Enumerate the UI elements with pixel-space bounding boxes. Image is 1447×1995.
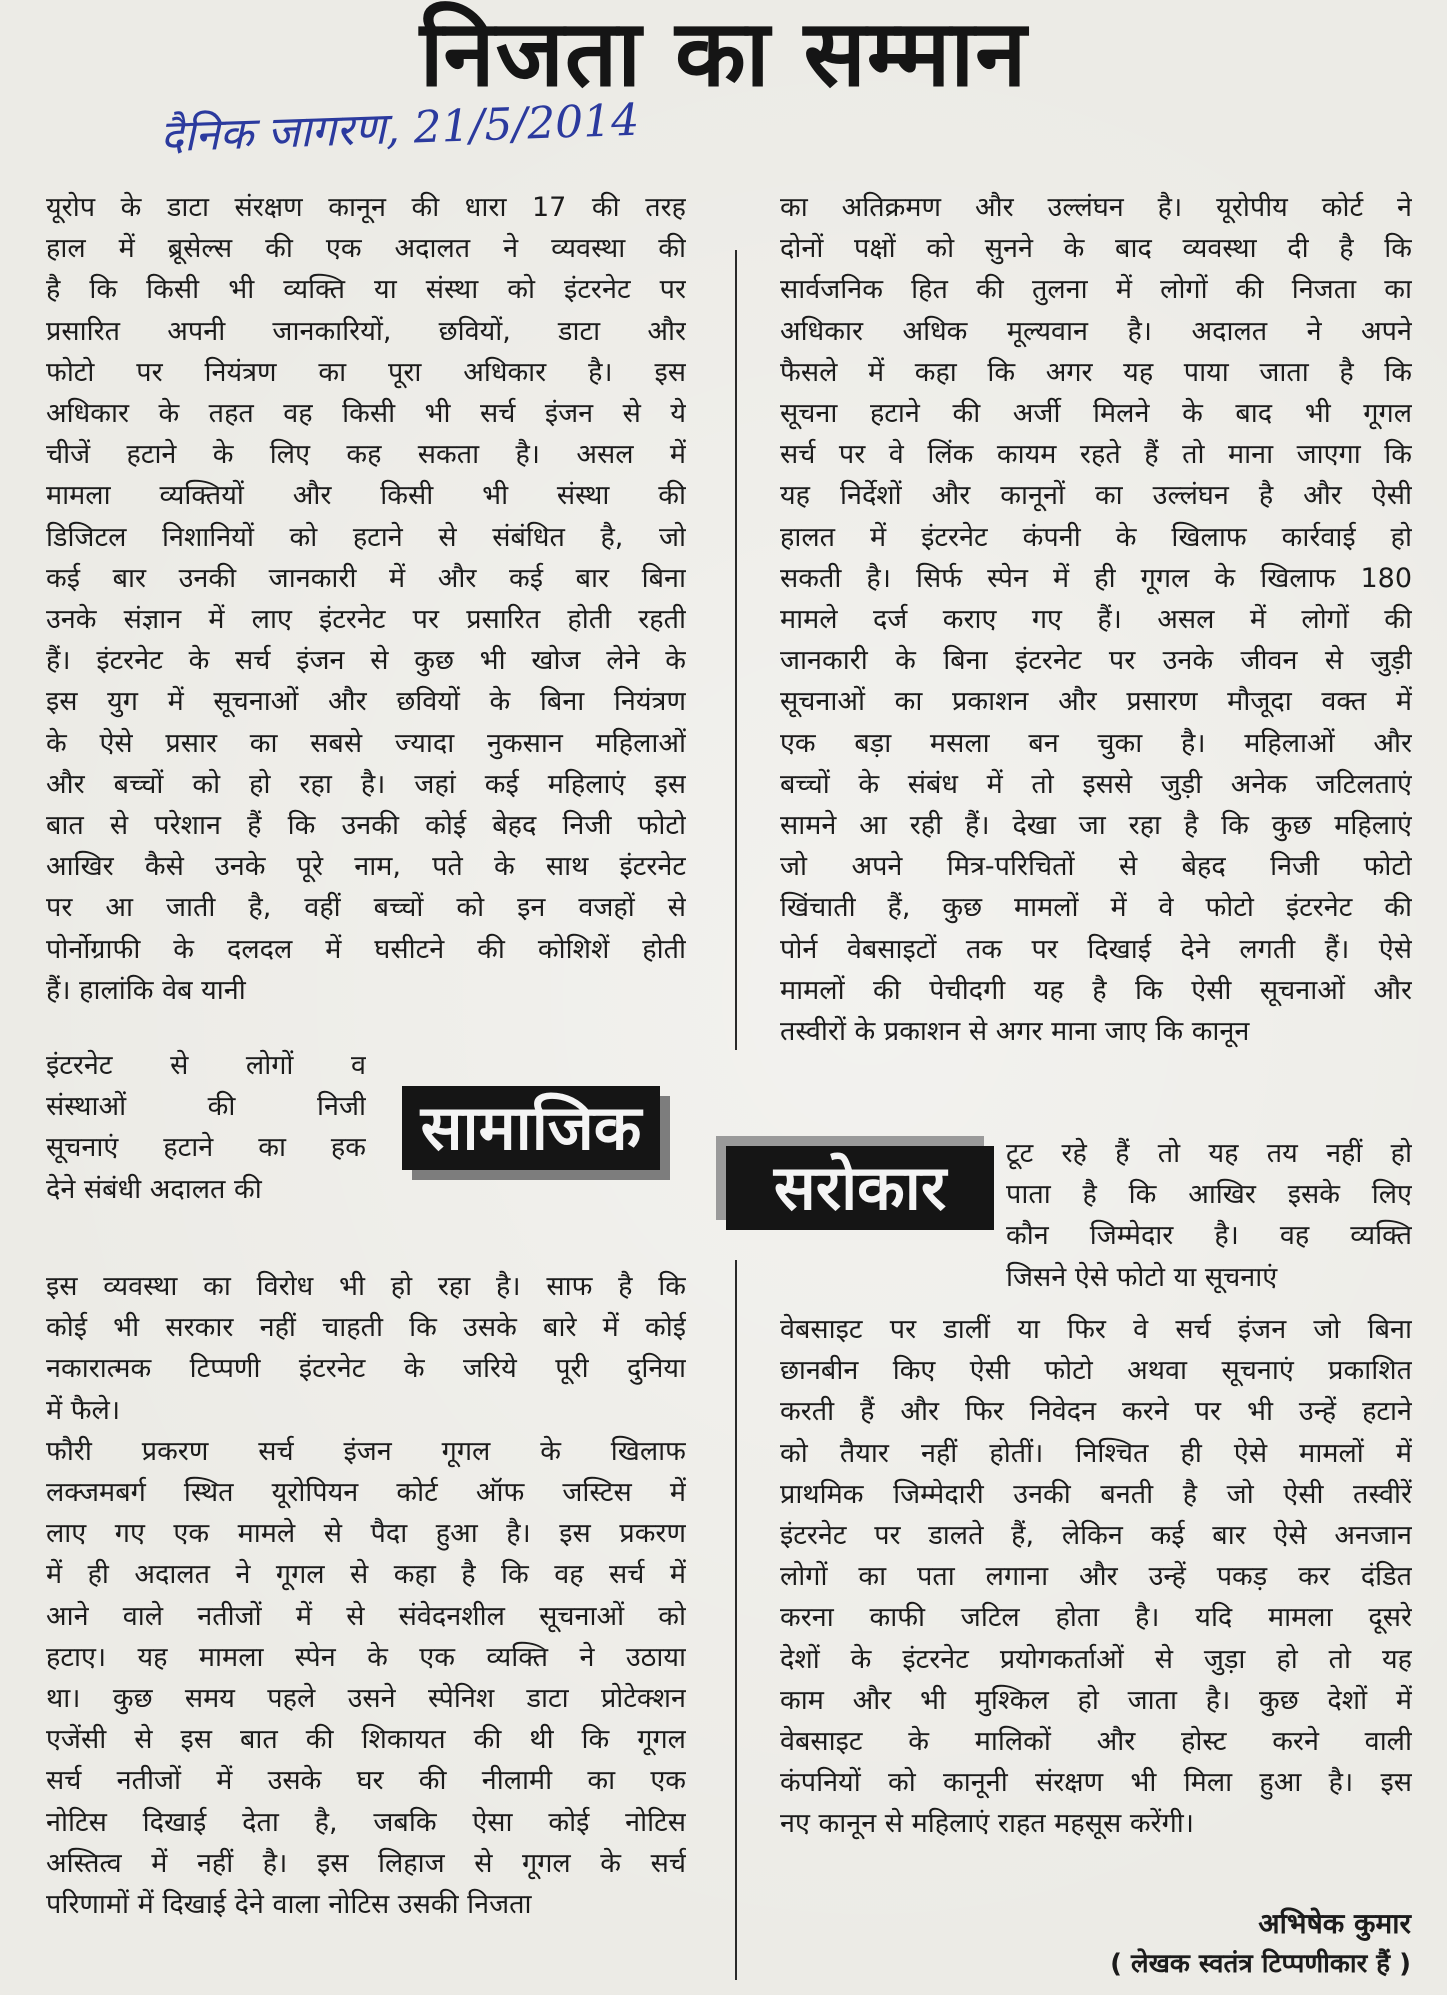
column-right-bottom (780, 1309, 1412, 1845)
text-line: सर्च नतीजों में उसके घर की नीलामी का एक (46, 1765, 686, 1797)
text-line: बच्चों के संबंध में तो इससे जुड़ी अनेक जटिलताएं (780, 768, 1412, 800)
text-line: तस्वीरों के प्रकाशन से अगर माना जाए कि कानून (780, 1016, 1250, 1048)
column-left-top (46, 187, 686, 1011)
text-line: यूरोप के डाटा संरक्षण कानून की धारा 17 की तरह (46, 192, 686, 223)
text-line: हैं। हालांकि वेब यानी (46, 974, 246, 1006)
text-line: कौन जिम्मेदार है। वह व्यक्ति (1006, 1220, 1412, 1252)
text-line: सूचनाएं हटाने का हक (46, 1132, 366, 1164)
text-line: डिजिटल निशानियों को हटाने से संबंधित है, जो (46, 521, 686, 553)
column-divider-top (735, 250, 737, 1050)
text-line: छानबीन किए ऐसी फोटो अथवा सूचनाएं प्रकाशित (780, 1355, 1412, 1387)
text-line: संस्थाओं की निजी (46, 1091, 366, 1123)
text-line: काम और भी मुश्किल हो जाता है। कुछ देशों में (780, 1684, 1412, 1716)
author-note: ( लेखक स्वतंत्र टिप्पणीकार हैं ) (1110, 1949, 1411, 1979)
text-line: पोर्न वेबसाइटों तक पर दिखाई देने लगती हैं। ऐसे (780, 933, 1412, 965)
text-line: एजेंसी से इस बात की शिकायत की थी कि गूगल (46, 1724, 686, 1756)
text-line: फोटो पर नियंत्रण का पूरा अधिकार है। इस (46, 356, 686, 388)
column-right-mid (1006, 1133, 1412, 1298)
text-line: में फैले। (46, 1394, 121, 1426)
text-line: सूचना हटाने की अर्जी मिलने के बाद भी गूगल (780, 398, 1412, 430)
text-line: सर्च पर वे लिंक कायम रहते हैं तो माना जाएगा कि (780, 439, 1412, 471)
text-line: यह निर्देशों और कानूनों का उल्लंघन है और ऐसी (780, 480, 1412, 512)
text-line: सूचनाओं का प्रकाशन और प्रसारण मौजूदा वक्त में (780, 686, 1412, 718)
text-line: आखिर कैसे उनके पूरे नाम, पते के साथ इंटरनेट (46, 851, 686, 883)
text-line: खिंचाती हैं, कुछ मामलों में वे फोटो इंटरनेट की (780, 892, 1412, 924)
text-line: मामलों की पेचीदगी यह है कि ऐसी सूचनाओं और (780, 974, 1412, 1006)
text-line: हालत में इंटरनेट कंपनी के खिलाफ कार्रवाई हो (780, 521, 1412, 553)
text-line: प्रसारित अपनी जानकारियों, छवियों, डाटा और (46, 315, 686, 347)
text-line: लाए गए एक मामले से पैदा हुआ है। इस प्रकरण (46, 1518, 686, 1550)
text-line: नए कानून से महिलाएं राहत महसूस करेंगी। (780, 1808, 1195, 1840)
column-left-bottom (46, 1266, 686, 1925)
text-line: करना काफी जटिल होता है। यदि मामला दूसरे (780, 1602, 1412, 1634)
text-line: अधिकार अधिक मूल्यवान है। अदालत ने अपने (780, 315, 1412, 347)
text-line: लोगों का पता लगाना और उन्हें पकड़ कर दंडित (780, 1561, 1412, 1593)
text-line: परिणामों में दिखाई देने वाला नोटिस उसकी निजता (46, 1889, 532, 1921)
text-line: जो अपने मित्र-परिचितों से बेहद निजी फोटो (780, 851, 1412, 883)
text-line: चीजें हटाने के लिए कह सकता है। असल में (46, 439, 686, 471)
text-line: फैसले में कहा कि अगर यह पाया जाता है कि (780, 356, 1412, 388)
text-line: वेबसाइट पर डालीं या फिर वे सर्च इंजन जो बिना (780, 1314, 1412, 1345)
headline: निजता का सम्मान (419, 0, 1028, 107)
text-line: लक्जमबर्ग स्थित यूरोपियन कोर्ट ऑफ जस्टिस में (46, 1477, 686, 1509)
text-line: वेबसाइट के मालिकों और होस्ट करने वाली (780, 1726, 1412, 1758)
text-line: नकारात्मक टिप्पणी इंटरनेट के जरिये पूरी दुनिया (46, 1353, 686, 1385)
text-line: करती हैं और फिर निवेदन करने पर भी उन्हें हटाने (780, 1396, 1412, 1428)
text-line: इंटरनेट पर डालते हैं, लेकिन कई बार ऐसे अनजान (780, 1520, 1412, 1552)
text-line: कई बार उनकी जानकारी में और कई बार बिना (46, 562, 686, 594)
text-line: जानकारी के बिना इंटरनेट पर उनके जीवन से जुड़ी (780, 645, 1412, 677)
text-line: है कि किसी भी व्यक्ति या संस्था को इंटरनेट पर (46, 274, 686, 306)
text-line: पोर्नोग्राफी के दलदल में घसीटने की कोशिशें होती (46, 933, 686, 965)
column-left-mid (46, 1045, 366, 1210)
text-line: सामने आ रही हैं। देखा जा रहा है कि कुछ महिलाएं (780, 810, 1412, 842)
text-line: उनके संज्ञान में लाए इंटरनेट पर प्रसारित होती रहती (46, 604, 686, 636)
text-line: में ही अदालत ने गूगल से कहा है कि वह सर्च में (46, 1559, 686, 1591)
text-line: हैं। इंटरनेट के सर्च इंजन से कुछ भी खोज लेने के (46, 645, 686, 677)
text-line: सकती है। सिर्फ स्पेन में ही गूगल के खिलाफ 180 (780, 562, 1412, 594)
text-line: कंपनियों को कानूनी संरक्षण भी मिला हुआ है। इस (780, 1767, 1412, 1799)
text-line: मामला व्यक्तियों और किसी भी संस्था की (46, 480, 686, 512)
text-line: का अतिक्रमण और उल्लंघन है। यूरोपीय कोर्ट ने (780, 192, 1412, 223)
text-line: के ऐसे प्रसार का सबसे ज्यादा नुकसान महिलाओं (46, 727, 686, 759)
text-line: प्राथमिक जिम्मेदारी उनकी बनती है जो ऐसी तस्वीरें (780, 1478, 1412, 1510)
text-line: कोई भी सरकार नहीं चाहती कि उसके बारे में कोई (46, 1312, 686, 1344)
text-line: अधिकार के तहत वह किसी भी सर्च इंजन से ये (46, 398, 686, 430)
text-line: को तैयार नहीं होतीं। निश्चित ही ऐसे मामलों में (780, 1437, 1412, 1469)
text-line: इंटरनेट से लोगों व (46, 1050, 366, 1081)
text-line: बात से परेशान हैं कि उनकी कोई बेहद निजी फोटो (46, 810, 686, 842)
text-line: टूट रहे हैं तो यह तय नहीं हो (1006, 1138, 1412, 1169)
text-line: हटाए। यह मामला स्पेन के एक व्यक्ति ने उठाया (46, 1641, 686, 1673)
text-line: एक बड़ा मसला बन चुका है। महिलाओं और (780, 727, 1412, 759)
text-line: फौरी प्रकरण सर्च इंजन गूगल के खिलाफ (46, 1435, 686, 1467)
text-line: नोटिस दिखाई देता है, जबकि ऐसा कोई नोटिस (46, 1806, 686, 1838)
text-line: जिसने ऐसे फोटो या सूचनाएं (1006, 1261, 1278, 1293)
column-divider-bottom (735, 1260, 737, 1980)
text-line: आने वाले नतीजों में से संवेदनशील सूचनाओं को (46, 1600, 686, 1632)
text-line: मामले दर्ज कराए गए हैं। असल में लोगों की (780, 604, 1412, 636)
text-line: देशों के इंटरनेट प्रयोगकर्ताओं से जुड़ा हो तो यह (780, 1643, 1412, 1675)
text-line: था। कुछ समय पहले उसने स्पेनिश डाटा प्रोटेक्शन (46, 1683, 686, 1715)
text-line: इस युग में सूचनाओं और छवियों के बिना नियंत्रण (46, 686, 686, 718)
text-line: पर आ जाती है, वहीं बच्चों को इन वजहों से (46, 892, 686, 924)
text-line: देने संबंधी अदालत की (46, 1173, 262, 1205)
kicker-samajik: सामाजिक (402, 1086, 660, 1170)
text-line: पाता है कि आखिर इसके लिए (1006, 1179, 1412, 1211)
text-line: अस्तित्व में नहीं है। इस लिहाज से गूगल के सर्च (46, 1847, 686, 1879)
author-byline: अभिषेक कुमार (1258, 1907, 1411, 1940)
handwritten-source-note: दैनिक जागरण, 21/5/2014 (159, 94, 641, 163)
text-line: सार्वजनिक हित की तुलना में लोगों की निजता का (780, 274, 1412, 306)
kicker-sarokar: सरोकार (726, 1146, 994, 1230)
text-line: दोनों पक्षों को सुनने के बाद व्यवस्था दी है कि (780, 233, 1412, 265)
text-line: हाल में ब्रूसेल्स की एक अदालत ने व्यवस्था की (46, 233, 686, 265)
text-line: इस व्यवस्था का विरोध भी हो रहा है। साफ है कि (46, 1271, 686, 1302)
text-line: और बच्चों को हो रहा है। जहां कई महिलाएं इस (46, 768, 686, 800)
column-right-top (780, 187, 1412, 1052)
